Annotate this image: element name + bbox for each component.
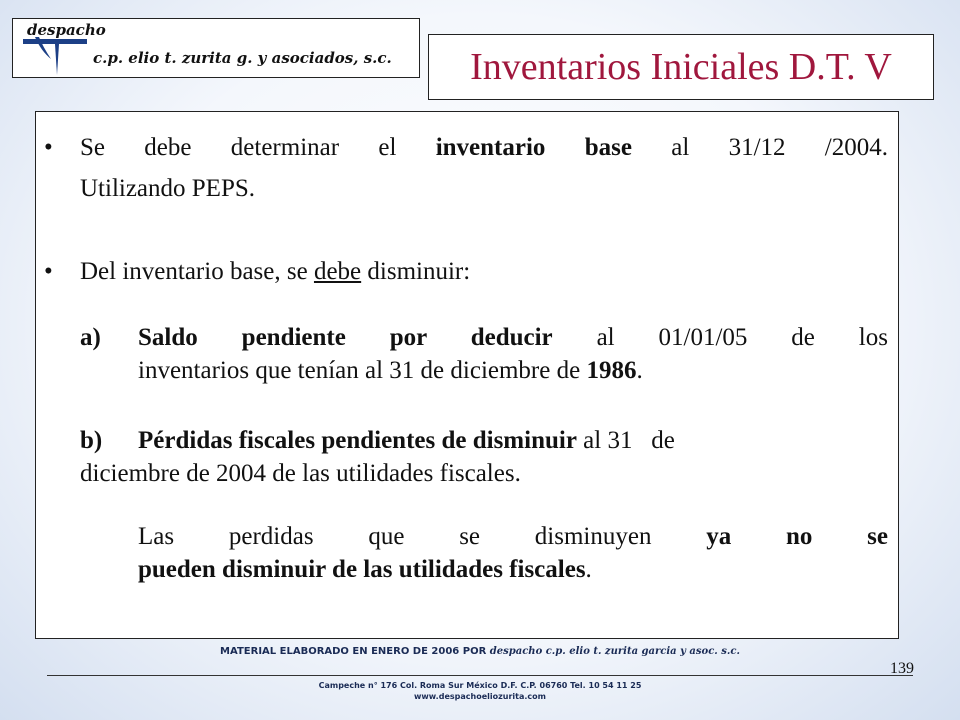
bullet-icon: • (44, 258, 53, 285)
text: . (636, 357, 643, 384)
bold-text: inventario base (435, 134, 632, 161)
page-number: 139 (890, 660, 914, 677)
note-line1 (138, 519, 888, 555)
paragraph-decrease (80, 254, 470, 290)
title-box (428, 34, 934, 100)
text: Del inventario base, se (80, 258, 314, 285)
footer-website: www.despachoeliozurita.com (414, 692, 546, 701)
bold-text: ya no se (706, 523, 889, 550)
paragraph-inventory-base (80, 130, 888, 166)
company-logo (12, 18, 420, 78)
text: inventarios que tenían al 31 de diciembre de (138, 357, 587, 384)
logo-mark-icon (21, 33, 91, 77)
footer-divider (47, 675, 913, 676)
item-a-line1 (138, 320, 888, 356)
footer-address: Campeche n° 176 Col. Roma Sur México D.F. C.P. 06760 Tel. 10 54 11 25 (318, 681, 642, 690)
text: . (585, 556, 592, 583)
text: Se debe determinar el (80, 134, 436, 161)
item-b-line1 (138, 423, 675, 459)
bullet-icon: • (44, 134, 53, 161)
item-a-label (80, 320, 138, 356)
paragraph-inventory-base-line2: Utilizando PEPS. (80, 175, 256, 202)
bold-text: Pérdidas fiscales pendientes de disminuir (138, 427, 577, 454)
page-title: Inventarios Iniciales D.T. V (470, 46, 892, 88)
logo-subtitle: c.p. elio t. zurita g. y asociados, s.c. (93, 49, 392, 67)
item-b-label (80, 423, 138, 459)
bold-text: b) (80, 427, 103, 454)
text: disminuir: (361, 258, 471, 285)
text: Las perdidas que se disminuyen (138, 523, 707, 550)
item-a-line2 (138, 353, 643, 389)
footer-credit (0, 646, 960, 657)
text: al 31/12 /2004. (631, 134, 888, 161)
logo-word: despacho (27, 21, 106, 39)
bold-text: pueden disminuir de las utilidades fiscales (138, 556, 586, 583)
footer-credit-brand: despacho c.p. elio t. zurita garcia y asoc. s.c. (489, 646, 740, 657)
text: al 31 de (576, 427, 675, 454)
underlined-text: debe (313, 258, 362, 285)
bold-text: Saldo pendiente por deducir (138, 324, 553, 351)
footer-credit-label: MATERIAL ELABORADO EN ENERO DE 2006 POR (220, 646, 490, 657)
note-line2 (138, 552, 592, 588)
content-box (35, 111, 899, 639)
bold-text: a) (80, 324, 101, 351)
item-b-line2: diciembre de 2004 de las utilidades fiscales. (80, 460, 521, 487)
text: al 01/01/05 de los (552, 324, 888, 351)
bold-text: 1986 (586, 357, 637, 384)
